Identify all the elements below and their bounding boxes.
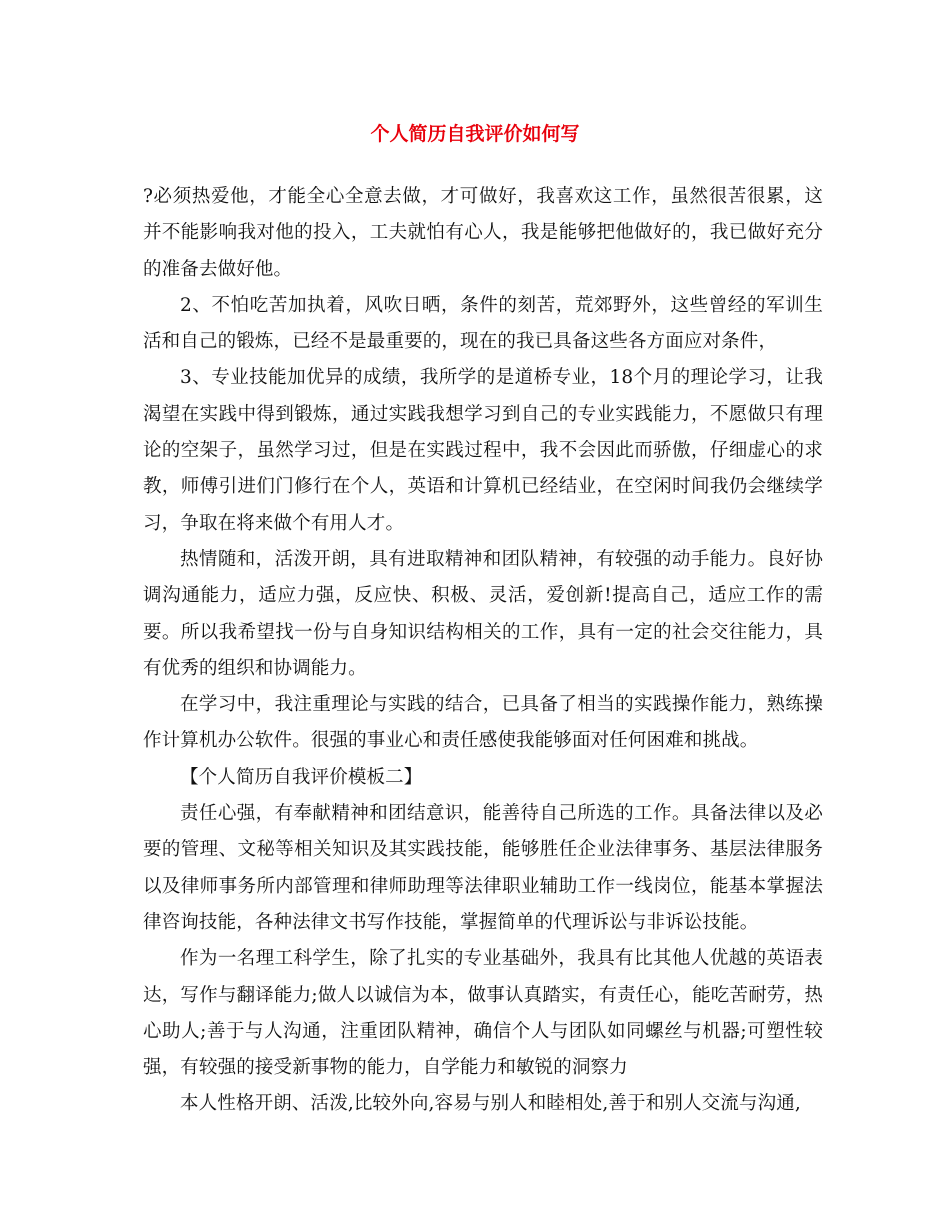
paragraph: ?必须热爱他，才能全心全意去做，才可做好，我喜欢这工作，虽然很苦很累，这并不能影响我对他的投入，工夫就怕有心人，我是能够把他做好的，我已做好充分的准备去做好他。 — [143, 186, 823, 280]
section-heading: 【个人简历自我评价模板二】 — [180, 766, 423, 788]
paragraph: 2、不怕吃苦加执着，风吹日晒，条件的刻苦，荒郊野外，这些曾经的军训生活和自己的锻炼，已经不是最重要的，现在的我已具备这些各方面应对条件， — [143, 294, 823, 353]
document-title: 个人简历自我评价如何写 — [370, 123, 580, 145]
paragraph: 3、专业技能加优异的成绩，我所学的是道桥专业，18个月的理论学习，让我渴望在实践中得到锻炼，通过实践我想学习到自己的专业实践能力，不愿做只有理论的空架子，虽然学习过，但是在实践过程中，我不会因此而骄傲，仔细虚心的求教，师傅引进们门修行在个人，英语和计算机已经结业，在空闲时间我仍会继续学习，争取在将来做个有用人才。 — [143, 367, 823, 534]
paragraph: 责任心强，有奉献精神和团结意识，能善待自己所选的工作。具备法律以及必要的管理、文秘等相关知识及其实践技能，能够胜任企业法律事务、基层法律服务以及律师事务所内部管理和律师助理等法律职业辅助工作一线岗位，能基本掌握法律咨询技能，各种法律文书写作技能，掌握简单的代理诉讼与非诉讼技能。 — [143, 803, 823, 933]
paragraph: 在学习中，我注重理论与实践的结合，已具备了相当的实践操作能力，熟练操作计算机办公软件。很强的事业心和责任感使我能够面对任何困难和挑战。 — [143, 694, 823, 752]
paragraph: 本人性格开朗、活泼,比较外向,容易与别人和睦相处,善于和别人交流与沟通, — [180, 1093, 801, 1115]
document-body — [143, 179, 823, 1123]
paragraph: 作为一名理工科学生，除了扎实的专业基础外，我具有比其他人优越的英语表达，写作与翻译能力;做人以诚信为本，做事认真踏实，有责任心，能吃苦耐劳，热心助人;善于与人沟通，注重团队精神，确信个人与团队如同螺丝与机器;可塑性较强，有较强的接受新事物的能力，自学能力和敏锐的洞察力 — [143, 948, 823, 1079]
paragraph: 热情随和，活泼开朗，具有进取精神和团队精神，有较强的动手能力。良好协调沟通能力，适应力强，反应快、积极、灵活，爱创新!提高自己，适应工作的需要。所以我希望找一份与自身知识结构相关的工作，具有一定的社会交往能力，具有优秀的组织和协调能力。 — [143, 548, 823, 679]
